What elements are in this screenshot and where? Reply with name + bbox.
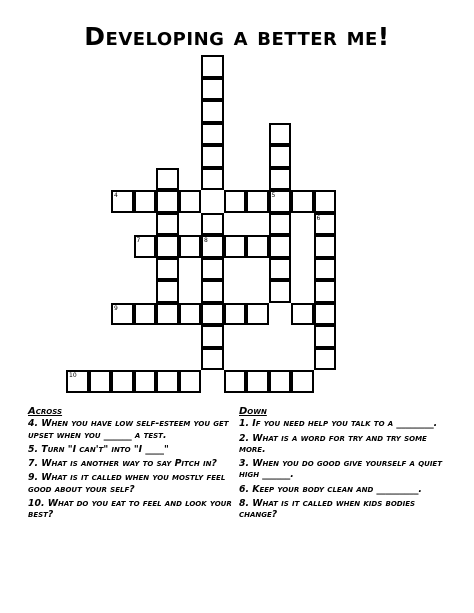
grid-cell[interactable]	[179, 370, 202, 393]
grid-cell[interactable]	[246, 370, 269, 393]
grid-cell[interactable]	[156, 303, 179, 326]
grid-cell[interactable]	[269, 258, 292, 281]
grid-cell[interactable]	[269, 123, 292, 146]
grid-cell[interactable]	[66, 370, 89, 393]
grid-cell[interactable]	[269, 280, 292, 303]
grid-cell[interactable]	[291, 370, 314, 393]
grid-cell[interactable]	[201, 325, 224, 348]
grid-cell[interactable]	[201, 78, 224, 101]
grid-cell[interactable]	[201, 348, 224, 371]
grid-cell[interactable]	[201, 213, 224, 236]
grid-cell[interactable]	[201, 280, 224, 303]
grid-cell[interactable]	[269, 168, 292, 191]
down-clue: 8. What is it called when kids bodies change?	[239, 498, 416, 521]
grid-cell[interactable]	[224, 235, 247, 258]
grid-cell[interactable]	[111, 370, 134, 393]
grid-cell[interactable]	[179, 190, 202, 213]
clue-number: 8	[204, 237, 208, 244]
down-clue: 3. When you do good give yourself a quiet high ______.	[239, 458, 442, 481]
grid-cell[interactable]	[224, 190, 247, 213]
grid-cell[interactable]	[179, 303, 202, 326]
down-clue: 2. What is a word for try and try some more.	[239, 432, 427, 455]
clue-number: 5	[271, 192, 276, 199]
grid-cell[interactable]	[134, 370, 157, 393]
grid-cell[interactable]	[201, 145, 224, 168]
across-clues	[28, 406, 238, 524]
grid-cell[interactable]	[314, 325, 337, 348]
grid-cell[interactable]	[314, 190, 337, 213]
grid-cell[interactable]	[134, 303, 157, 326]
across-clue: 7. What is another way to say Pitch in?	[28, 458, 217, 470]
grid-cell[interactable]	[314, 258, 337, 281]
grid-cell[interactable]	[156, 213, 179, 236]
across-heading: Across	[28, 406, 63, 417]
across-clue: 10. What do you eat to feel and look your best?	[28, 498, 232, 521]
grid-cell[interactable]	[179, 235, 202, 258]
puzzle-title: Developing a better me!	[84, 22, 390, 51]
grid-cell[interactable]	[156, 190, 179, 213]
grid-cell[interactable]	[314, 348, 337, 371]
grid-cell[interactable]	[224, 303, 247, 326]
clue-number: 4	[114, 192, 118, 199]
across-clue: 5. Turn "I can't" into "I ____"	[28, 443, 169, 455]
grid-cell[interactable]	[246, 303, 269, 326]
grid-cell[interactable]	[269, 213, 292, 236]
grid-cell[interactable]	[201, 100, 224, 123]
clue-number: 7	[136, 237, 141, 244]
grid-cell[interactable]	[156, 258, 179, 281]
grid-cell[interactable]	[201, 235, 224, 258]
clue-number: 6	[316, 214, 321, 222]
grid-cell[interactable]	[134, 235, 157, 258]
grid-cell[interactable]	[269, 235, 292, 258]
grid-cell[interactable]	[246, 190, 269, 213]
clue-number: 10	[69, 372, 77, 379]
grid-cell[interactable]	[314, 213, 337, 236]
down-clues	[239, 406, 451, 524]
grid-cell[interactable]	[156, 235, 179, 258]
grid-cell[interactable]	[201, 258, 224, 281]
grid-cell[interactable]	[269, 190, 292, 213]
grid-cell[interactable]	[89, 370, 112, 393]
down-clue: 6. Keep your body clean and _________.	[239, 483, 422, 495]
across-clue: 9. What is it called when you mostly feel good about your self?	[28, 472, 226, 495]
grid-cell[interactable]	[134, 190, 157, 213]
down-heading: Down	[239, 406, 267, 417]
grid-cell[interactable]	[201, 168, 224, 191]
down-clue: 1. If you need help you talk to a ________.	[239, 418, 438, 430]
grid-cell[interactable]	[201, 303, 224, 326]
grid-cell[interactable]	[314, 235, 337, 258]
across-clue: 4. When you have low self-esteem you get upset when you ______ a test.	[28, 418, 229, 441]
grid-cell[interactable]	[156, 168, 179, 191]
clue-number: 9	[114, 304, 118, 312]
grid-cell[interactable]	[201, 55, 224, 78]
grid-cell[interactable]	[201, 123, 224, 146]
grid-cell[interactable]	[111, 303, 134, 326]
grid-cell[interactable]	[314, 303, 337, 326]
grid-cell[interactable]	[269, 370, 292, 393]
grid-cell[interactable]	[314, 280, 337, 303]
grid-cell[interactable]	[269, 145, 292, 168]
grid-cell[interactable]	[156, 370, 179, 393]
grid-cell[interactable]	[156, 280, 179, 303]
grid-cell[interactable]	[291, 303, 314, 326]
grid-cell[interactable]	[224, 370, 247, 393]
grid-cell[interactable]	[246, 235, 269, 258]
grid-cell[interactable]	[111, 190, 134, 213]
grid-cell[interactable]	[291, 190, 314, 213]
